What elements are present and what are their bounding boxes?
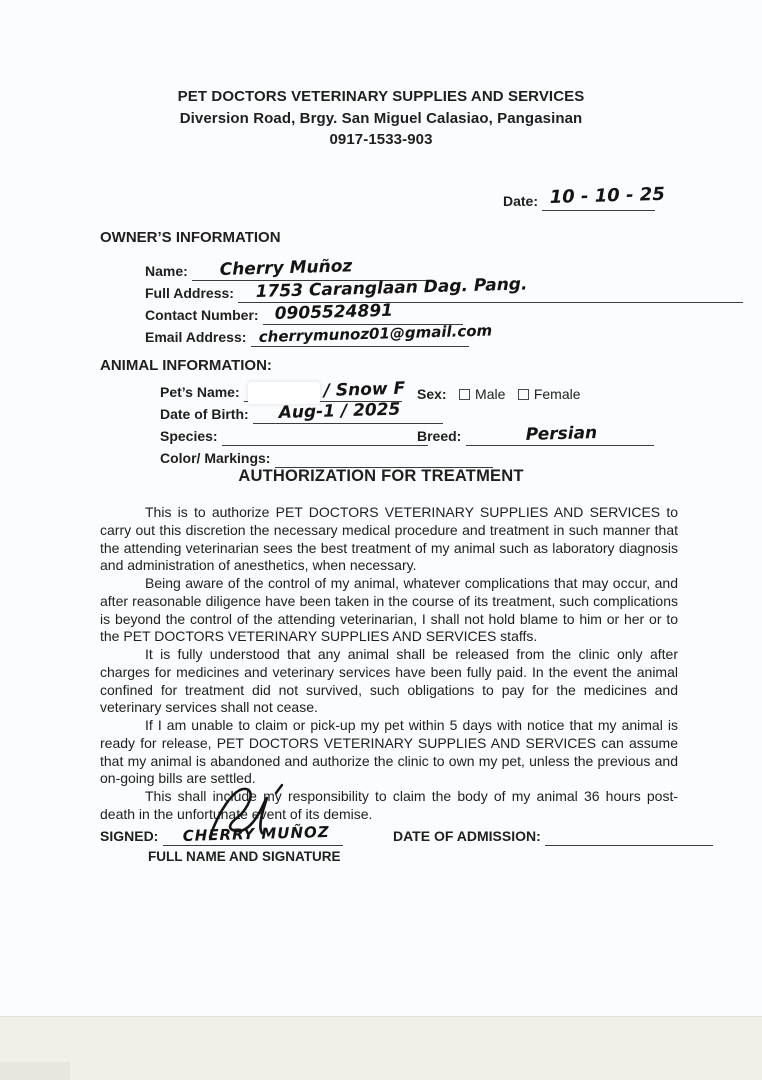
- date-of-birth-row: [160, 399, 443, 426]
- species-label: Species:: [160, 428, 218, 444]
- date-row: [503, 183, 666, 213]
- signed-line: [163, 822, 343, 846]
- whiteout-correction-patch: [248, 382, 320, 404]
- sex-label: Sex:: [417, 386, 447, 402]
- scanner-backing: [0, 1016, 762, 1080]
- species-line: [222, 428, 428, 446]
- date-of-birth-line: [253, 399, 443, 424]
- owner-address-line: [238, 274, 743, 303]
- authorization-paragraph-4: If I am unable to claim or pick-up my pet within 5 days with notice that my animal is ready for release, PET DOCTORS VETERINARY SUPPLIES AND SERVICES can assume that my animal is abandoned and authorize the clinic to own my pet, unless the previous and on-going bills are settled.: [100, 717, 678, 787]
- clinic-header: [0, 86, 762, 151]
- owner-name-handwritten: Cherry Muñoz: [219, 256, 353, 280]
- owner-section-heading: OWNER’S INFORMATION: [100, 229, 281, 246]
- color-markings-label: Color/ Markings:: [160, 450, 271, 466]
- authorization-paragraph-5: This shall include my responsibility to claim the body of my animal 36 hours post-death in the unfortunate event of its demise.: [100, 788, 678, 822]
- owner-email-line: [251, 321, 493, 347]
- date-of-birth-label: Date of Birth:: [160, 406, 249, 422]
- clinic-phone: 0917-1533-903: [329, 131, 433, 148]
- authorization-title: AUTHORIZATION FOR TREATMENT: [238, 467, 524, 485]
- admission-label: DATE OF ADMISSION:: [393, 828, 541, 844]
- owner-contact-label: Contact Number:: [145, 307, 259, 323]
- scan-edge-shadow: [0, 1062, 70, 1080]
- color-markings-line: [275, 450, 493, 468]
- admission-line: [545, 828, 713, 846]
- authorization-paragraph-1: This is to authorize PET DOCTORS VETERINARY SUPPLIES AND SERVICES to carry out this discretion the necessary medical procedure and treatment in such manner that the attending veterinarian sees the best treatment of my animal such as laboratory diagnosis and administration of anesthetics, when necessary.: [100, 504, 678, 574]
- species-row: [160, 428, 428, 448]
- signed-row: [100, 822, 343, 848]
- breed-label: Breed:: [417, 428, 462, 444]
- owner-email-row: [145, 321, 493, 349]
- owner-email-handwritten: cherrymunoz01@gmail.com: [258, 321, 493, 346]
- animal-section-heading: ANIMAL INFORMATION:: [100, 357, 272, 374]
- breed-row: [417, 423, 654, 448]
- authorization-paragraph-3: It is fully understood that any animal shall be released from the clinic only after charges for medicines and veterinary services have been fully paid. In the event the animal confined for treatment did not survived, such obligations to pay for the medicines and veterinary services shall not cease.: [100, 646, 678, 716]
- signed-label: SIGNED:: [100, 828, 159, 844]
- full-name-signature-caption: FULL NAME AND SIGNATURE: [148, 849, 341, 864]
- female-checkbox: [518, 389, 529, 400]
- female-label: Female: [533, 386, 581, 402]
- signed-name-handwritten: CHERRY MUÑOZ: [182, 822, 330, 845]
- pet-name-handwritten: / Snow F: [323, 378, 406, 401]
- male-label: Male: [475, 386, 506, 402]
- owner-name-label: Name:: [145, 263, 188, 279]
- sex-row: [417, 386, 581, 406]
- date-of-birth-handwritten: Aug-1 / 2025: [278, 399, 401, 423]
- date-label: Date:: [503, 193, 539, 209]
- owner-contact-handwritten: 0905524891: [274, 300, 394, 324]
- breed-line: [466, 423, 654, 446]
- authorization-body: [100, 504, 678, 824]
- owner-address-row: [145, 274, 743, 305]
- date-line: [542, 183, 666, 211]
- pet-name-label: Pet’s Name:: [160, 384, 240, 400]
- owner-address-label: Full Address:: [145, 285, 234, 301]
- date-value-handwritten: 10 - 10 - 25: [549, 183, 666, 208]
- authorization-paragraph-2: Being aware of the control of my animal, whatever complications that may occur, and after reasonable diligence have been taken in the course of its treatment, such complications is beyond the control of the attending veterinarian, I shall not hold blame to him or her or to the PET DOCTORS VETERINARY SUPPLIES AND SERVICES staffs.: [100, 575, 678, 645]
- admission-row: [393, 828, 713, 848]
- owner-email-label: Email Address:: [145, 329, 247, 345]
- male-checkbox: [459, 389, 470, 400]
- breed-handwritten: Persian: [525, 423, 598, 445]
- clinic-address: Diversion Road, Brgy. San Miguel Calasiao, Pangasinan: [179, 109, 583, 127]
- clinic-name: PET DOCTORS VETERINARY SUPPLIES AND SERVICES: [177, 88, 585, 105]
- owner-address-handwritten: 1753 Caranglaan Dag. Pang.: [255, 274, 529, 302]
